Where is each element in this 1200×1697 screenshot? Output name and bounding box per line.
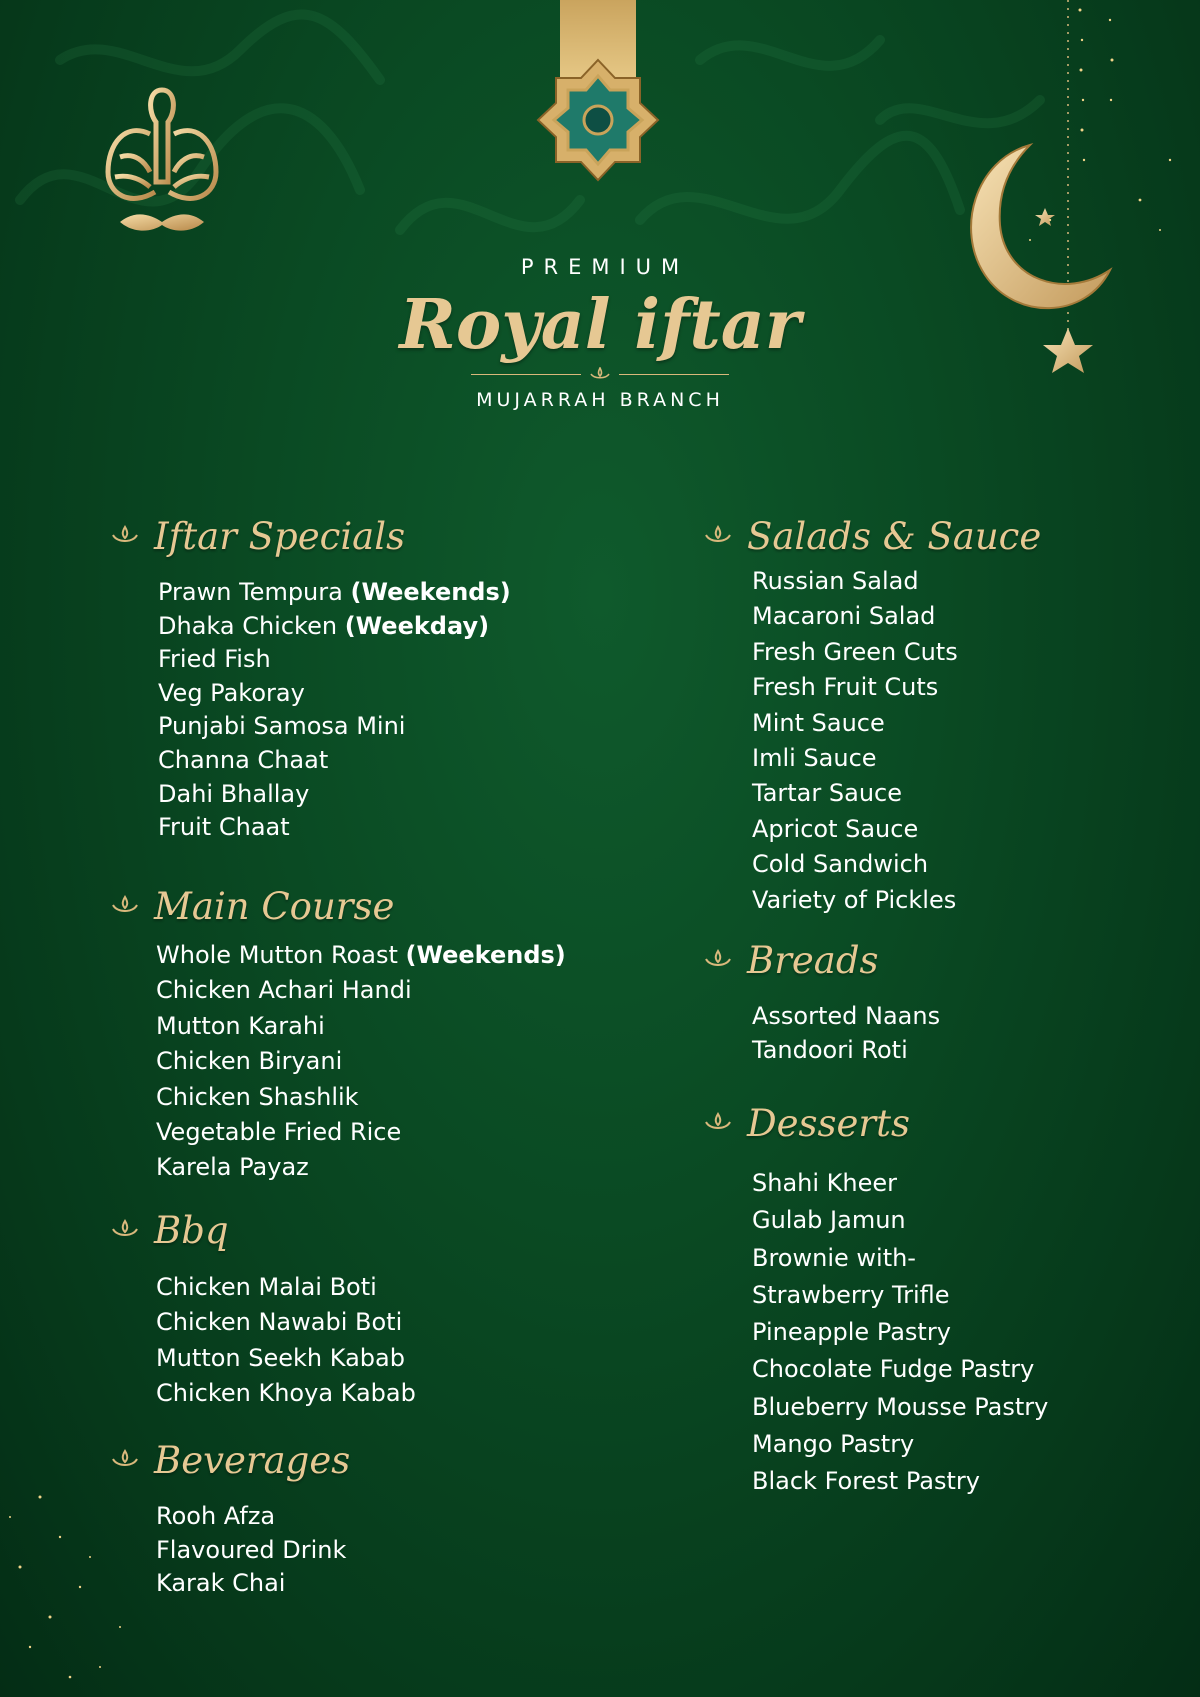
- section-beverages: [110, 1432, 350, 1601]
- section-title: Beverages: [154, 1438, 351, 1482]
- menu-item: Fresh Fruit Cuts: [752, 673, 939, 702]
- menu-header: [0, 255, 1200, 411]
- lamp-icon: [110, 895, 140, 917]
- menu-item: Chicken Biryani: [156, 1047, 343, 1076]
- menu-item: Mint Sauce: [752, 708, 885, 737]
- menu-item: Prawn Tempura (Weekends): [158, 578, 511, 606]
- branch-label: MUJARRAH BRANCH: [476, 389, 724, 411]
- menu-item: Karak Chai: [156, 1569, 286, 1598]
- menu-item: Rooh Afza: [156, 1502, 276, 1530]
- menu-item: Whole Mutton Roast (Weekends): [156, 941, 566, 969]
- menu-item: Veg Pakoray: [158, 678, 305, 707]
- menu-item: Punjabi Samosa Mini: [158, 712, 406, 741]
- section-title: Iftar Specials: [154, 514, 406, 558]
- menu-item: Macaroni Salad: [752, 602, 936, 631]
- menu-item: Imli Sauce: [752, 743, 877, 772]
- page-title: Royal iftar: [399, 285, 801, 365]
- section-title: Desserts: [747, 1101, 910, 1145]
- premium-label: PREMIUM: [520, 255, 690, 279]
- lamp-icon: [110, 1219, 140, 1241]
- section-title: Breads: [747, 938, 879, 982]
- menu-item: Pineapple Pastry: [752, 1318, 951, 1347]
- menu-item: Cold Sandwich: [752, 850, 929, 879]
- menu-item: Variety of Pickles: [752, 885, 957, 914]
- menu-item: Chicken Khoya Kabab: [156, 1379, 416, 1408]
- lamp-icon: [703, 1112, 733, 1134]
- menu-item: Dhaka Chicken (Weekday): [158, 611, 490, 640]
- menu-item: Chicken Nawabi Boti: [156, 1308, 403, 1337]
- menu-item: Mutton Seekh Kabab: [156, 1343, 405, 1372]
- menu-item: Chicken Shashlik: [156, 1082, 359, 1111]
- title-divider: [0, 367, 1200, 381]
- menu-item: Dahi Bhallay: [158, 779, 310, 808]
- menu-item: Black Forest Pastry: [752, 1467, 980, 1496]
- menu-item: Apricot Sauce: [752, 814, 919, 843]
- menu-item: Fresh Green Cuts: [752, 637, 958, 666]
- menu-item: Chocolate Fudge Pastry: [752, 1355, 1035, 1384]
- section-title: Salads & Sauce: [747, 514, 1042, 558]
- section-title: Bbq: [154, 1208, 229, 1252]
- menu-item: Mutton Karahi: [156, 1011, 325, 1040]
- section-title: Main Course: [154, 884, 395, 928]
- menu-item: Tandoori Roti: [752, 1035, 908, 1064]
- menu-item: Flavoured Drink: [156, 1535, 347, 1564]
- menu-item: Mango Pastry: [752, 1430, 915, 1459]
- menu-item: Shahi Kheer: [752, 1169, 898, 1197]
- section-main-course: [110, 878, 566, 1186]
- menu-item: Assorted Naans: [752, 1002, 941, 1030]
- menu-item: Chicken Achari Handi: [156, 976, 412, 1005]
- menu-item: Tartar Sauce: [752, 779, 902, 808]
- section-iftar-specials: [110, 508, 511, 845]
- menu-item: Vegetable Fried Rice: [156, 1117, 402, 1146]
- section-salads-sauce: [703, 508, 1041, 918]
- lamp-icon: [703, 949, 733, 971]
- lantern-ornament-icon: [533, 0, 663, 200]
- lamp-icon: [703, 525, 733, 547]
- menu-item: Fruit Chaat: [158, 813, 290, 842]
- lamp-icon: [110, 1449, 140, 1471]
- menu-item: Karela Payaz: [156, 1153, 309, 1182]
- menu-item: Russian Salad: [752, 567, 919, 595]
- restaurant-logo-icon: [100, 82, 225, 247]
- lamp-icon: [589, 367, 611, 381]
- section-breads: [703, 932, 940, 1067]
- menu-item: Gulab Jamun: [752, 1206, 906, 1235]
- menu-item: Blueberry Mousse Pastry: [752, 1392, 1049, 1421]
- section-desserts: [703, 1095, 1048, 1501]
- section-bbq: [110, 1202, 416, 1412]
- menu-item: Fried Fish: [158, 645, 271, 674]
- menu-item: Brownie with-: [752, 1243, 916, 1272]
- menu-item: Channa Chaat: [158, 745, 329, 774]
- menu-item: Chicken Malai Boti: [156, 1273, 377, 1301]
- lamp-icon: [110, 525, 140, 547]
- menu-item: Strawberry Trifle: [752, 1280, 950, 1309]
